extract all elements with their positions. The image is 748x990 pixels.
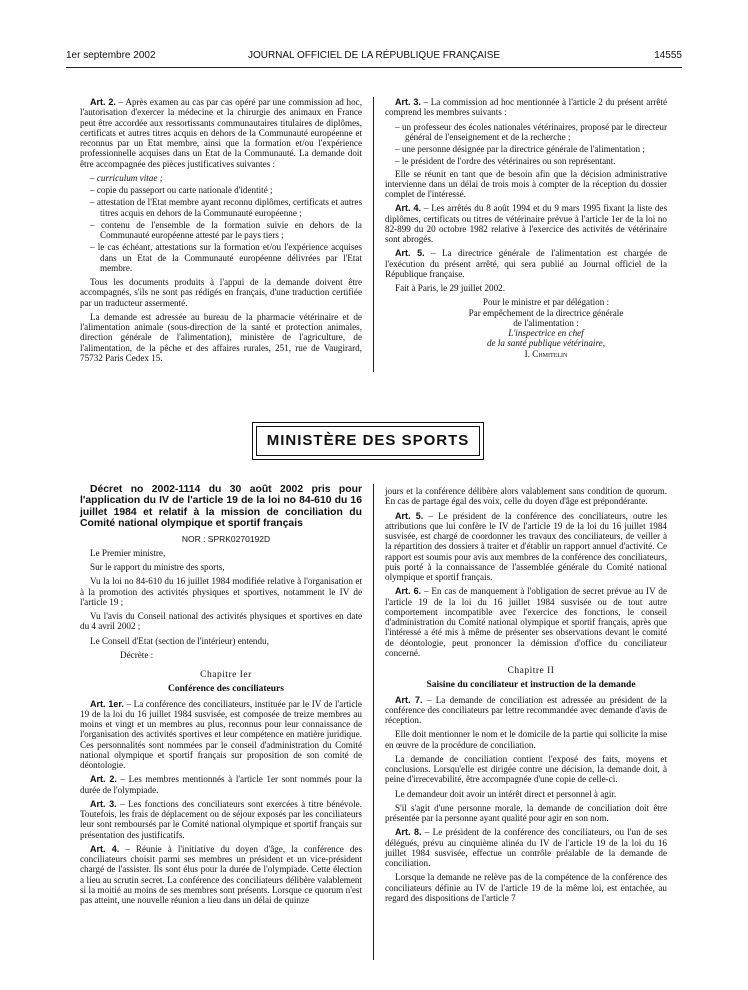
chapter-heading: Chapitre Ier	[200, 670, 252, 681]
chapter-title: Conférence des conciliateurs	[168, 684, 284, 695]
article-1	[80, 699, 362, 771]
article-label: Art. 4.	[90, 843, 120, 854]
article-text: – La demande de conciliation est adressée au président de la conférence des conciliateurs par lettre recommandée avec demande d'avis de réception.	[385, 694, 667, 725]
paragraph: Le demandeur doit avoir un intérêt direct et personnel à agir.	[395, 788, 617, 799]
article-4	[80, 844, 362, 906]
article-label: Art. 3.	[90, 798, 117, 809]
paragraph: Elle doit mentionner le nom et le domicile de la partie qui sollicite la mise en œuvre de la procédure de conciliation.	[385, 729, 667, 750]
top-left-column	[80, 97, 362, 367]
signature-line: L'inspectrice en chef	[508, 328, 584, 338]
decret-right-column	[385, 486, 667, 907]
paragraph: Elle se réunit en tant que de besoin afin que la décision administrative intervienne dans un délai de trois mois à compter de la réception du dossier complet de l'intéressé.	[385, 168, 667, 199]
paragraph: La demande de conciliation contient l'exposé des faits, moyens et conclusions. Lorsqu'elle est dirigée contre une décision, la demande doit, à peine d'irrecevabilité, être accompagnée d'une copie de celle-ci.	[385, 753, 667, 785]
paragraph: La demande est adressée au bureau de la pharmacie vétérinaire et de l'alimentation animale (sous-direction de la santé et protection animales, direction générale de l'alimentation), ministère de l'agriculture, de l'alimentation, de la pêche et des affaires rurales, 251, rue de Vaugirard, 75732 Paris Cedex 15.	[80, 311, 362, 363]
signatory-name: I. Chmitelin	[524, 348, 568, 359]
paragraph: Vu la loi no 84-610 du 16 juillet 1984 modifiée relative à l'organisation et à la promotion des activités physiques et sportives, notamment le IV de l'article 19 ;	[80, 576, 362, 607]
paragraph: S'il s'agit d'une personne morale, la demande de conciliation doit être présentée par la personne ayant qualité pour agir en son nom.	[385, 802, 667, 823]
article-5	[385, 511, 667, 583]
article-label: Art. 1er.	[90, 698, 124, 709]
article-text: – Les arrêtés du 8 août 1994 et du 9 mars 1995 fixant la liste des diplômes, certificats ou titres de vétérinaire prévue à l'article 1er de la loi no 82-899 du 20 octobre 1982 relative à l'exercice des activités de vétérinaire sont abrogés.	[385, 203, 667, 244]
list-item: – le cas échéant, attestations sur la formation et/ou l'expérience acquises dans un Etat de la Communauté européenne délivrées par l'Etat membre.	[90, 242, 362, 273]
chapter-heading: Chapitre II	[507, 666, 555, 676]
article-4	[385, 203, 667, 244]
decrete: Décrète :	[120, 649, 154, 660]
signature-line: Par empêchement de la directrice générale	[468, 307, 624, 318]
list-item: – attestation de l'Etat membre ayant reconnu diplômes, certificats et autres titres acquis en dehors de la Communauté européenne ;	[90, 197, 362, 218]
article-3	[385, 97, 667, 118]
list-item: – une personne désignée par la directrice générale de l'alimentation ;	[395, 144, 645, 154]
column-divider	[373, 484, 374, 960]
nor-reference: NOR : SPRK0270192D	[181, 533, 271, 544]
article-text: – La directrice générale de l'alimentation est chargée de l'exécution du présent arrêté, qui sera publié au Journal officiel de la République française.	[385, 248, 667, 279]
article-7	[385, 695, 667, 726]
article-3	[80, 799, 362, 840]
ministere-heading: MINISTÈRE DES SPORTS	[256, 426, 480, 456]
article-2	[80, 774, 362, 795]
article-label: Art. 7.	[395, 694, 423, 705]
signature-line: de l'alimentation :	[513, 317, 579, 328]
list-item: – copie du passeport ou carte nationale d'identité ;	[90, 185, 273, 195]
fait-a-paris: Fait à Paris, le 29 juillet 2002.	[395, 283, 505, 293]
list-item: – curriculum vitae ;	[90, 172, 163, 183]
column-divider	[373, 97, 374, 372]
article-text: – En cas de manquement à l'obligation de secret prévue au IV de l'article 19 de la loi du 16 juillet 1984 susvisée ou de tout autre comportement incompatible avec l'exercice des fonctions, le conseil d'administration du Comité national olympique et sportif français, après que l'intéressé a été mis à même de présenter ses observations devant le comité de déontologie, peut prononcer la démission d'office du conciliateur concerné.	[385, 586, 667, 658]
article-label: Art. 5.	[395, 248, 425, 259]
article-label: Art. 2.	[90, 97, 116, 107]
header-rule	[66, 67, 682, 68]
decret-title: Décret no 2002-1114 du 30 août 2002 pris pour l'application du IV de l'article 19 de la loi no 84-610 du 16 juillet 1984 et relatif à la mission de conciliation du Comité national olympique et sportif français	[80, 484, 362, 530]
article-text: – Le président de la conférence des conciliateurs, ou l'un de ses délégués, prévu au cinquième alinéa du IV de l'article 19 de la loi du 16 juillet 1984 susvisée, effectue un contrôle préalable de la demande de conciliation.	[385, 827, 667, 868]
article-label: Art. 5.	[395, 510, 424, 521]
paragraph: jours et la conférence délibère alors valablement sans condition de quorum. En cas de partage égal des voix, celle du doyen d'âge est prépondérante.	[385, 486, 667, 507]
header-page-number: 14555	[654, 50, 682, 61]
article-5	[385, 248, 667, 279]
article-text: – Réunie à l'initiative du doyen d'âge, la conférence des conciliateurs choisit parmi ses membres un président et un vice-président chargé de l'assister. Ils sont élus pour la durée de l'olympiade. Cette élection a lieu au scrutin secret. La conférence des conciliateurs délibère valablement si la moitié au moins de ses membres sont présents. Lorsque ce quorum n'est pas atteint, une nouvelle réunion a lieu dans un délai de quinze	[80, 843, 362, 906]
paragraph: Sur le rapport du ministre des sports,	[90, 562, 225, 573]
decret-left-column	[80, 484, 362, 909]
chapter-title: Saisine du conciliateur et instruction de la demande	[426, 680, 636, 691]
paragraph: Tous les documents produits à l'appui de la demande doivent être accompagnés, s'ils ne sont pas rédigés en français, d'une traduction certifiée par un traducteur assermenté.	[80, 277, 362, 308]
article-text: – Les membres mentionnés à l'article 1er sont nommés pour la durée de l'olympiade.	[80, 774, 362, 795]
article-label: Art. 6.	[395, 586, 422, 597]
article-label: Art. 2.	[90, 774, 117, 785]
article-6	[385, 586, 667, 658]
article-text: – Après examen au cas par cas opéré par une commission ad hoc, l'autorisation d'exercer la médecine et la chirurgie des animaux en France peut être accordée aux ressortissants communautaires titulaires de diplômes, certificats et autres titres acquis en dehors de la Communauté européenne et reconnus par un Etat membre, ainsi que la formation et/ou l'expérience professionnelle acquises dans un Etat de la Communauté. La demande doit être accompagnée des pièces justificatives suivantes :	[80, 97, 362, 169]
article-label: Art. 4.	[395, 203, 422, 214]
list-item: – le président de l'ordre des vétérinaires ou son représentant.	[395, 156, 616, 167]
top-right-column	[385, 97, 667, 359]
article-2	[80, 97, 362, 169]
page-header	[66, 50, 682, 66]
article-text: – La commission ad hoc mentionnée à l'article 2 du présent arrêté comprend les membres suivants :	[385, 97, 667, 118]
signature-line: Pour le ministre et par délégation :	[482, 297, 610, 308]
article-text: – Les fonctions des conciliateurs sont exercées à titre bénévole. Toutefois, les frais de déplacement ou de séjour exposés par les conciliateurs leur sont remboursés par le Comité national olympique et sportif français sur présentation des justificatifs.	[80, 798, 362, 840]
header-journal-title: JOURNAL OFFICIEL DE LA RÉPUBLIQUE FRANÇAISE	[247, 50, 501, 61]
article-text: – Le président de la conférence des conciliateurs, outre les attributions que lui confère le IV de l'article 19 de la loi du 16 juillet 1984 susvisée, est chargé de coordonner les travaux des conciliateurs, de veiller à la répartition des dossiers à traiter et d'établir un rapport annuel d'activité. Ce rapport est soumis pour avis aux membres de la conférence des conciliateurs, puis porté à la connaissance de l'assemblée générale du Comité national olympique et sportif français.	[385, 510, 668, 582]
signature-line: de la santé publique vétérinaire,	[486, 338, 605, 349]
header-date: 1er septembre 2002	[66, 50, 156, 61]
paragraph: Lorsque la demande ne relève pas de la compétence de la conférence des conciliateurs définie au IV de l'article 19 de la même loi, est entachée, au regard des dispositions de l'article 7	[385, 872, 667, 903]
article-8	[385, 827, 667, 868]
article-label: Art. 3.	[395, 97, 421, 107]
article-label: Art. 8.	[395, 827, 422, 838]
paragraph: Le Premier ministre,	[90, 547, 166, 558]
list-item: – un professeur des écoles nationales vétérinaires, proposé par le directeur général de l'enseignement et de la recherche ;	[395, 121, 667, 142]
list-item: – contenu de l'ensemble de la formation suivie en dehors de la Communauté européenne attesté par le pays tiers ;	[90, 219, 362, 240]
paragraph: Vu l'avis du Conseil national des activités physiques et sportives en date du 4 avril 2002 ;	[80, 611, 362, 632]
article-text: – La conférence des conciliateurs, instituée par le IV de l'article 19 de la loi du 16 juillet 1984 susvisée, est composée de treize membres au moins et vingt et un membres au plus, reconnus pour leur connaissance de l'organisation des activités sportives et leur compétence en matière juridique. Ces personnalités sont nommées par le conseil d'administration du Comité national olympique et sportif français sur proposition de son comité de déontologie.	[80, 698, 362, 771]
paragraph: Le Conseil d'Etat (section de l'intérieur) entendu,	[90, 635, 269, 646]
